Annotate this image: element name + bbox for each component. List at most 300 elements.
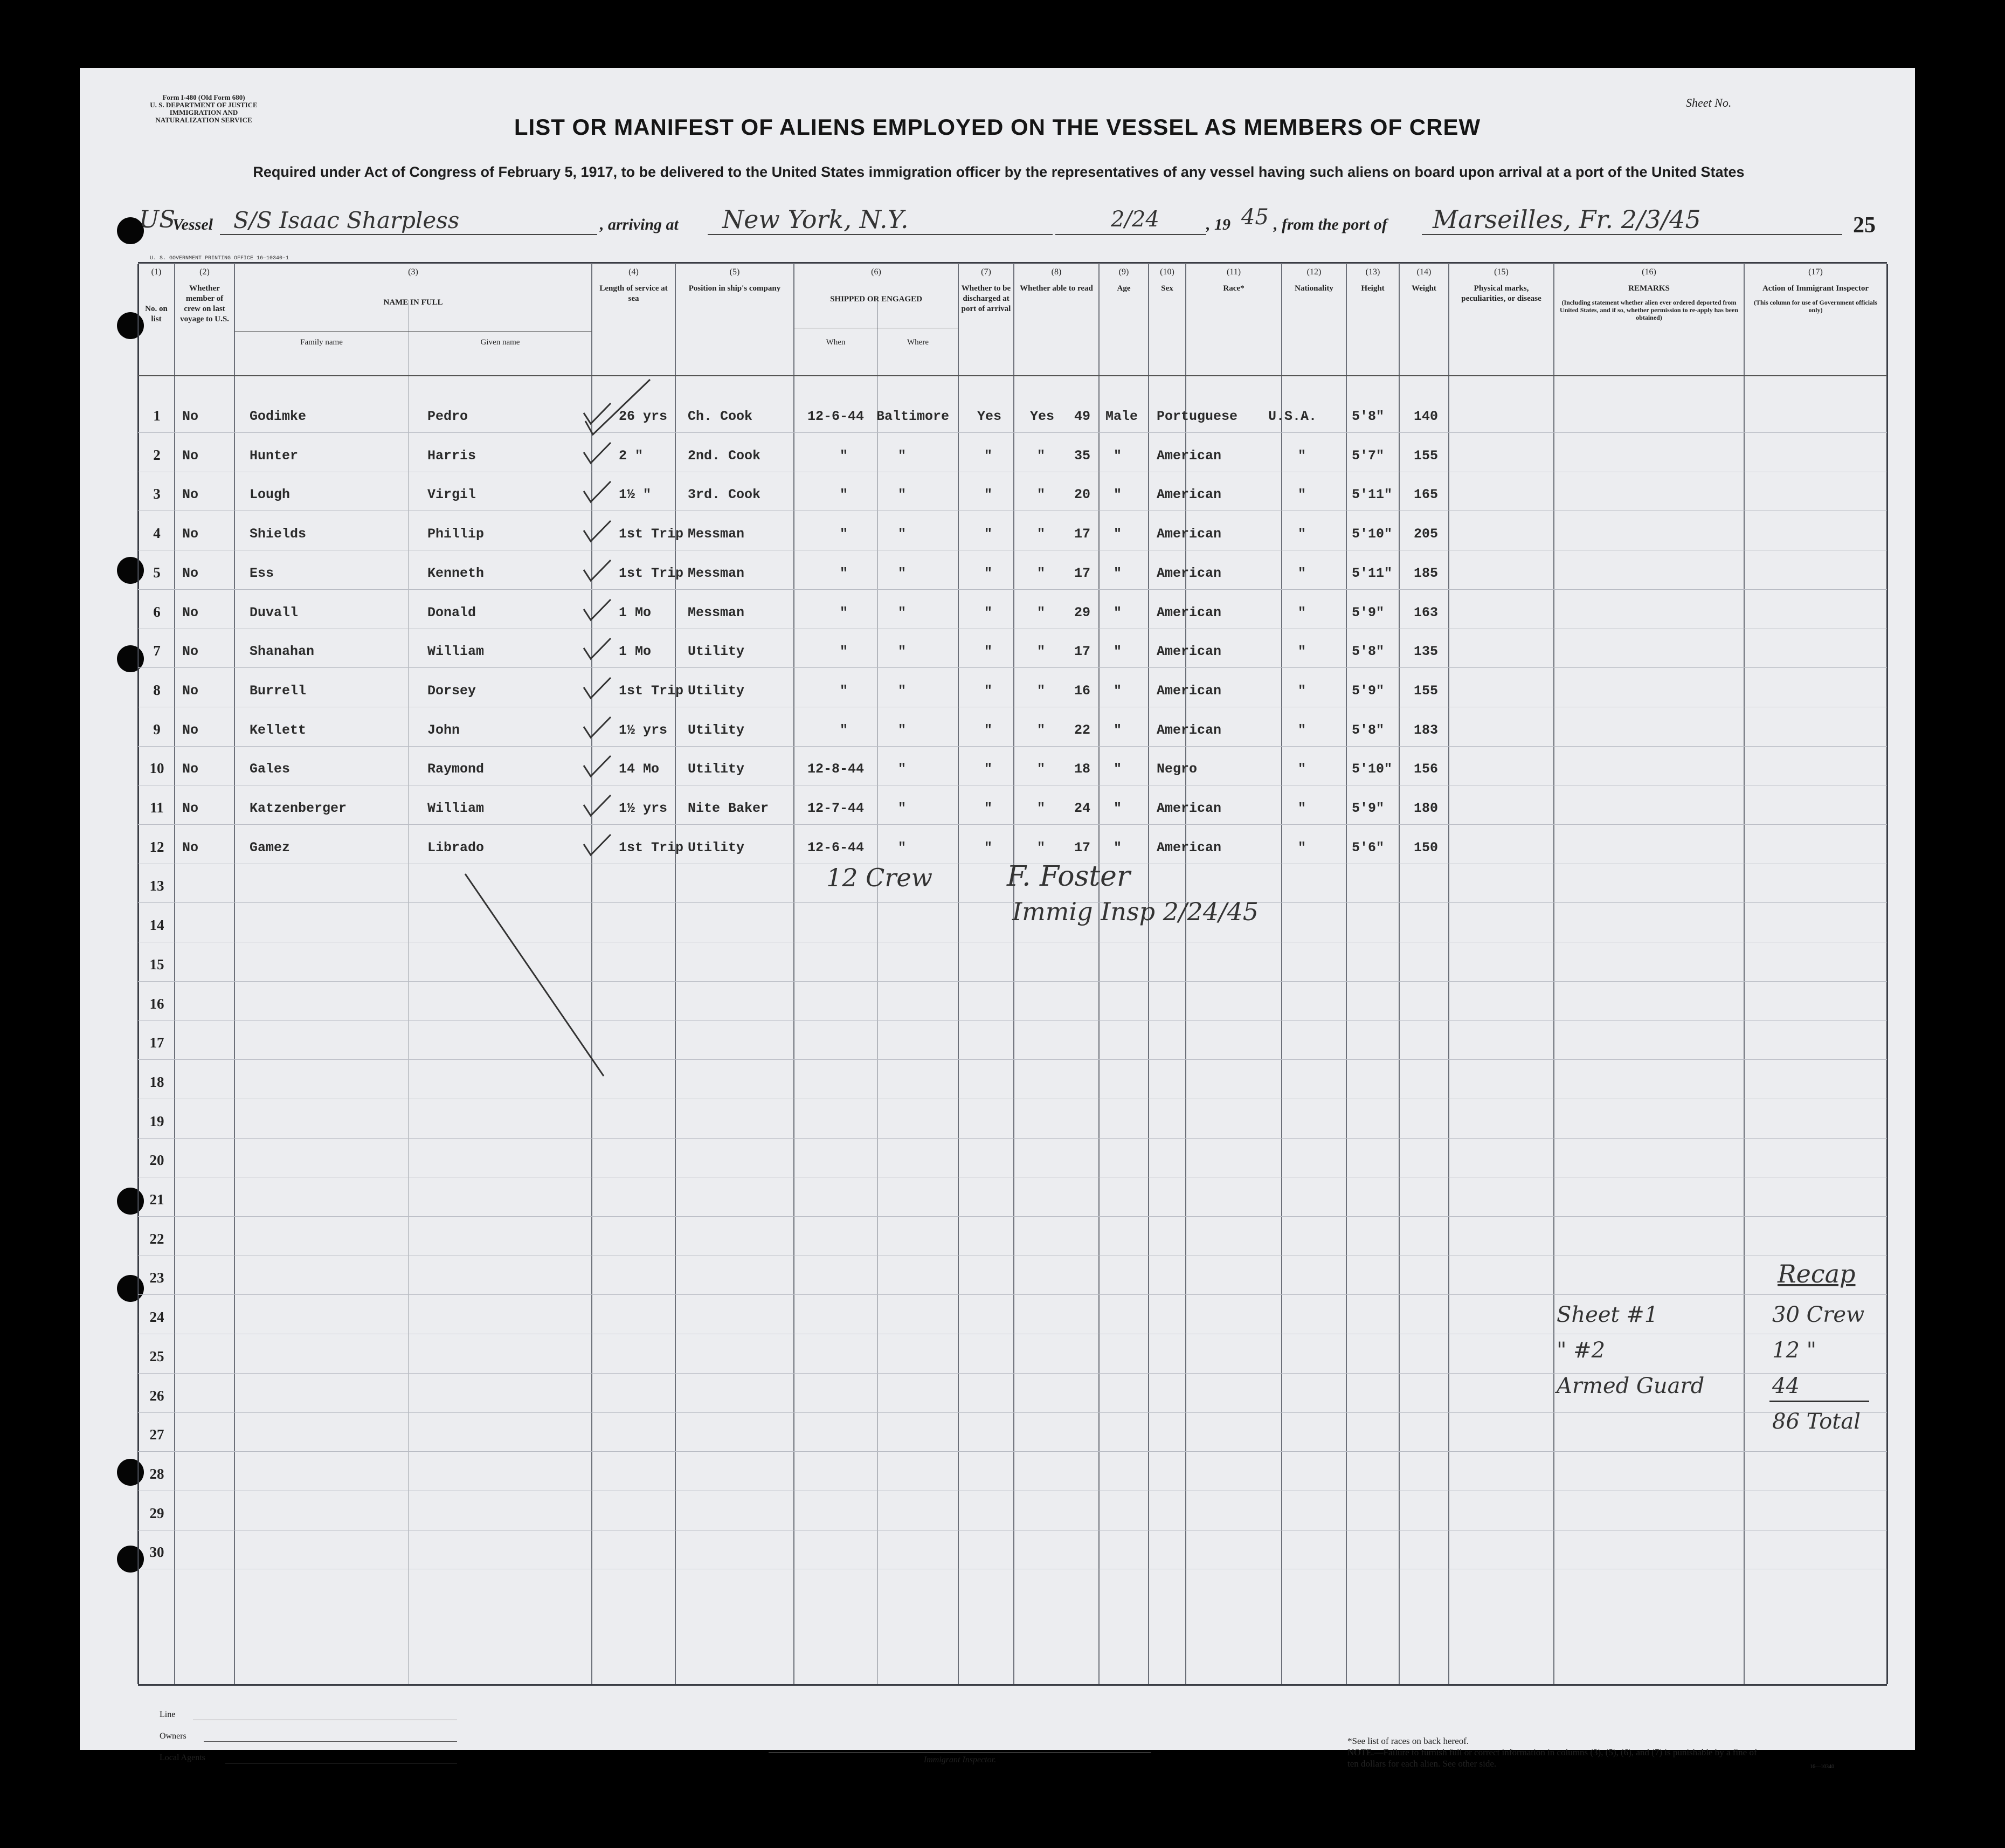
age: 17 (1074, 566, 1091, 581)
race: American (1157, 683, 1222, 699)
able-to-read: " (1037, 722, 1046, 738)
column-rule (1886, 264, 1888, 1684)
column-number: (15) (1494, 267, 1509, 277)
recap-value: 86 Total (1772, 1409, 1861, 1434)
column-number: (12) (1306, 267, 1322, 277)
row-number: 23 (149, 1270, 164, 1286)
recap-label: Sheet #1 (1557, 1302, 1658, 1327)
column-rule (1148, 264, 1149, 1684)
column-header: Position in ship's company (688, 284, 781, 293)
column-subheader: Where (907, 338, 929, 347)
recap-block (1557, 1259, 1880, 1502)
given-name: Librado (427, 840, 485, 856)
page-title: LIST OR MANIFEST OF ALIENS EMPLOYED ON THE VESSEL AS MEMBERS OF CREW (514, 114, 1481, 140)
weight: 155 (1414, 683, 1439, 699)
table-bottom-border (138, 1684, 1887, 1686)
age: 22 (1074, 722, 1091, 738)
length-of-service: 1st Trip (619, 526, 684, 542)
sex: " (1114, 605, 1122, 620)
column-header: Whether to be discharged at port of arrival (961, 284, 1011, 313)
height: 5'9" (1352, 801, 1385, 816)
check-mark (581, 440, 613, 467)
ship-position: Messman (688, 605, 745, 620)
column-rule (1185, 264, 1186, 1684)
races-note: *See list of races on back hereof. (1347, 1736, 1469, 1746)
inspector-label: Immigrant Inspector. (923, 1755, 997, 1764)
inspector-signature-rule (769, 1752, 1151, 1753)
ship-position: Utility (688, 722, 745, 738)
row-number: 13 (149, 878, 164, 894)
length-of-service: 1½ " (619, 487, 652, 502)
column-subheader: Given name (480, 338, 520, 347)
length-of-service: 14 Mo (619, 761, 660, 777)
column-number: (4) (628, 267, 639, 277)
footer-line-label: Line (160, 1710, 176, 1719)
discharged-at-arrival: " (984, 761, 993, 777)
ship-position: Utility (688, 644, 745, 659)
family-name: Lough (250, 487, 291, 502)
arriving-label: , arriving at (600, 216, 679, 233)
able-to-read: Yes (1030, 409, 1055, 424)
height: 5'9" (1352, 683, 1385, 699)
row-rule (138, 589, 1887, 590)
age: 35 (1074, 448, 1091, 464)
column-rule (1346, 264, 1347, 1684)
shipped-where: Baltimore (876, 409, 950, 424)
given-name: Donald (427, 605, 476, 620)
column-header: REMARKS (1628, 284, 1670, 293)
crew-last-voyage: No (182, 526, 199, 542)
weight: 163 (1414, 605, 1439, 620)
column-subheader: (Including statement whether alien ever ordered deported from United States, and if so, whether permission to re-apply has been obtained) (1560, 299, 1738, 321)
nationality: " (1298, 683, 1306, 699)
discharged-at-arrival: " (984, 605, 993, 620)
column-rule (958, 264, 959, 1684)
ship-position: Messman (688, 566, 745, 581)
age: 16 (1074, 683, 1091, 699)
nationality: " (1298, 566, 1306, 581)
check-mark (581, 636, 613, 663)
column-header: NAME IN FULL (383, 298, 443, 307)
race: American (1157, 566, 1222, 581)
column-number: (13) (1365, 267, 1380, 277)
column-rule (1399, 264, 1400, 1684)
column-number: (2) (199, 267, 210, 277)
vessel-underline (220, 234, 597, 235)
column-rule (1448, 264, 1449, 1684)
recap-label: Armed Guard (1557, 1374, 1705, 1398)
weight: 180 (1414, 801, 1439, 816)
discharged-at-arrival: " (984, 644, 993, 659)
column-subheader: When (826, 338, 846, 347)
family-name: Shanahan (250, 644, 315, 659)
length-of-service: 26 yrs (619, 409, 668, 424)
recap-title: Recap (1778, 1259, 1856, 1288)
race: Portuguese (1157, 409, 1238, 424)
family-name: Gales (250, 761, 291, 777)
sex: " (1114, 840, 1122, 856)
row-rule (138, 746, 1887, 747)
ship-position: Nite Baker (688, 801, 769, 816)
row-number: 10 (149, 760, 164, 776)
vessel-prefix-handwritten: US (139, 206, 176, 233)
weight: 135 (1414, 644, 1439, 659)
shipped-when: 12-8-44 (807, 761, 865, 777)
shipped-where: " (898, 801, 907, 816)
recap-total-rule (1769, 1401, 1869, 1402)
shipped-when: " (840, 644, 848, 659)
footer-agents-label: Local Agents (160, 1753, 205, 1762)
row-number: 3 (153, 486, 161, 502)
family-name: Burrell (250, 683, 307, 699)
row-rule (138, 1138, 1887, 1139)
able-to-read: " (1037, 448, 1046, 464)
sheet-number-label: Sheet No. (1686, 96, 1732, 109)
column-header: Action of Immigrant Inspector (1762, 284, 1869, 293)
form-number-line3: IMMIGRATION AND NATURALIZATION SERVICE (155, 108, 252, 124)
shipped-when: " (840, 448, 848, 464)
row-number: 4 (153, 525, 161, 541)
nationality: " (1298, 761, 1306, 777)
page-subtitle: Required under Act of Congress of February 5, 1917, to be delivered to the United States immigration officer by the representatives of any vessel having such aliens on board upon arrival at a port of the United States (253, 164, 1745, 180)
column-rule (675, 264, 676, 1684)
nationality: " (1298, 448, 1306, 464)
able-to-read: " (1037, 605, 1046, 620)
age: 17 (1074, 526, 1091, 542)
recap-value: 12 " (1772, 1338, 1817, 1363)
footer-notes (1347, 1735, 1768, 1769)
footer-owners-label: Owners (160, 1732, 186, 1741)
form-number-line2: U. S. DEPARTMENT OF JUSTICE (150, 101, 258, 109)
nationality: " (1298, 644, 1306, 659)
nationality: " (1298, 526, 1306, 542)
row-number: 26 (149, 1388, 164, 1404)
weight: 156 (1414, 761, 1439, 777)
from-underline (1422, 234, 1842, 235)
row-number: 9 (153, 721, 161, 737)
given-name: John (427, 722, 460, 738)
arriving-port-handwritten: New York, N.Y. (722, 205, 909, 234)
nationality: " (1298, 722, 1306, 738)
crew-last-voyage: No (182, 448, 199, 464)
from-port-label: , from the port of (1274, 216, 1387, 233)
column-number: (7) (981, 267, 991, 277)
sex: " (1114, 683, 1122, 699)
row-number: 6 (153, 604, 161, 620)
height: 5'8" (1352, 644, 1385, 659)
ship-position: Utility (688, 683, 745, 699)
shipped-where: " (898, 526, 907, 542)
family-name: Katzenberger (250, 801, 347, 816)
check-mark (581, 519, 613, 546)
given-name: Raymond (427, 761, 485, 777)
race: Negro (1157, 761, 1198, 777)
column-number: (9) (1118, 267, 1129, 277)
vessel-label: Vessel (172, 216, 213, 233)
shipped-where: " (898, 487, 907, 502)
given-name: Virgil (427, 487, 476, 502)
crew-last-voyage: No (182, 683, 199, 699)
column-subheader: Family name (300, 338, 343, 347)
row-number: 12 (149, 839, 164, 855)
column-subheader: (This column for use of Government officials only) (1753, 299, 1878, 314)
row-number: 30 (149, 1544, 164, 1560)
column-number: (1) (151, 267, 162, 277)
able-to-read: " (1037, 487, 1046, 502)
row-number: 24 (149, 1309, 164, 1325)
sex: " (1114, 722, 1122, 738)
row-number: 19 (149, 1113, 164, 1129)
column-header: Height (1361, 284, 1385, 293)
able-to-read: " (1037, 526, 1046, 542)
length-of-service: 1st Trip (619, 840, 684, 856)
sex: " (1114, 644, 1122, 659)
check-mark (581, 558, 613, 585)
discharged-at-arrival: " (984, 487, 993, 502)
race: American (1157, 840, 1222, 856)
column-number: (16) (1642, 267, 1656, 277)
height: 5'11" (1352, 566, 1393, 581)
column-number: (8) (1051, 267, 1062, 277)
arrival-date-handwritten: 2/24 (1111, 207, 1159, 232)
column-header: Physical marks, peculiarities, or disease (1461, 284, 1541, 303)
age: 18 (1074, 761, 1091, 777)
ship-position: Ch. Cook (688, 409, 753, 424)
column-number: (11) (1226, 267, 1241, 277)
row-number: 29 (149, 1505, 164, 1521)
race: American (1157, 644, 1222, 659)
given-name: Pedro (427, 409, 468, 424)
column-rule (793, 264, 794, 1684)
vessel-line (139, 205, 1891, 243)
able-to-read: " (1037, 840, 1046, 856)
vessel-name-handwritten: S/S Isaac Sharpless (233, 207, 460, 233)
crew-last-voyage: No (182, 801, 199, 816)
recap-value: 44 (1772, 1374, 1800, 1398)
column-header: Sex (1161, 284, 1173, 293)
shipped-when: 12-6-44 (807, 409, 865, 424)
year-prefix: , 19 (1206, 216, 1230, 233)
crew-last-voyage: No (182, 566, 199, 581)
row-number: 15 (149, 956, 164, 973)
ship-position: Messman (688, 526, 745, 542)
row-rule (138, 981, 1887, 982)
shipped-when: 12-6-44 (807, 840, 865, 856)
nationality: " (1298, 605, 1306, 620)
footer-owners-rule (204, 1741, 457, 1742)
family-name: Kellett (250, 722, 307, 738)
sex: Male (1105, 409, 1138, 424)
row-number: 22 (149, 1231, 164, 1247)
column-number: (6) (871, 267, 881, 277)
check-mark (581, 754, 613, 781)
age: 20 (1074, 487, 1091, 502)
column-number: (3) (408, 267, 418, 277)
discharged-at-arrival: " (984, 526, 993, 542)
given-name: William (427, 644, 485, 659)
weight: 140 (1414, 409, 1439, 424)
column-header: Whether able to read (1020, 284, 1093, 293)
sex: " (1114, 526, 1122, 542)
shipped-where: " (898, 761, 907, 777)
sub-column-rule (877, 300, 878, 1684)
crew-count-handwritten: 12 Crew (826, 863, 932, 892)
row-rule (138, 1216, 1887, 1217)
sex: " (1114, 487, 1122, 502)
family-name: Shields (250, 526, 307, 542)
row-number: 28 (149, 1466, 164, 1482)
able-to-read: " (1037, 683, 1046, 699)
weight: 205 (1414, 526, 1439, 542)
height: 5'6" (1352, 840, 1385, 856)
shipped-where: " (898, 566, 907, 581)
nationality: " (1298, 840, 1306, 856)
row-number: 20 (149, 1152, 164, 1168)
discharged-at-arrival: " (984, 683, 993, 699)
row-rule (138, 1020, 1887, 1021)
table-top-border (138, 262, 1887, 264)
sex: " (1114, 761, 1122, 777)
height: 5'7" (1352, 448, 1385, 464)
row-number: 27 (149, 1426, 164, 1443)
length-of-service: 2 " (619, 448, 644, 464)
race: American (1157, 526, 1222, 542)
length-of-service: 1 Mo (619, 605, 652, 620)
able-to-read: " (1037, 644, 1046, 659)
recap-label: " #2 (1557, 1338, 1606, 1363)
height: 5'11" (1352, 487, 1393, 502)
height: 5'10" (1352, 761, 1393, 777)
shipped-when: 12-7-44 (807, 801, 865, 816)
column-header: Whether member of crew on last voyage to U.S. (180, 284, 229, 323)
ship-position: Utility (688, 840, 745, 856)
height: 5'8" (1352, 722, 1385, 738)
height: 5'10" (1352, 526, 1393, 542)
length-of-service: 1 Mo (619, 644, 652, 659)
column-rule (1013, 264, 1014, 1684)
check-mark-large (581, 375, 656, 440)
date-underline (1055, 234, 1206, 235)
ship-position: 3rd. Cook (688, 487, 761, 502)
age: 29 (1074, 605, 1091, 620)
length-of-service: 1st Trip (619, 566, 684, 581)
shipped-where: " (898, 605, 907, 620)
column-header: Nationality (1295, 284, 1333, 293)
crew-last-voyage: No (182, 722, 199, 738)
row-number: 2 (153, 447, 161, 463)
shipped-where: " (898, 644, 907, 659)
length-of-service: 1½ yrs (619, 801, 668, 816)
height: 5'8" (1352, 409, 1385, 424)
shipped-when: " (840, 487, 848, 502)
row-number: 8 (153, 682, 161, 698)
discharged-at-arrival: " (984, 801, 993, 816)
check-mark (581, 597, 613, 624)
shipped-where: " (898, 448, 907, 464)
given-name: Dorsey (427, 683, 476, 699)
crew-last-voyage: No (182, 761, 199, 777)
given-name: Harris (427, 448, 476, 464)
family-name: Hunter (250, 448, 299, 464)
row-rule (138, 824, 1887, 825)
able-to-read: " (1037, 566, 1046, 581)
crew-last-voyage: No (182, 487, 199, 502)
page-number: 25 (1853, 213, 1876, 238)
check-mark (581, 793, 613, 820)
age: 17 (1074, 644, 1091, 659)
weight: 183 (1414, 722, 1439, 738)
given-name: Phillip (427, 526, 485, 542)
row-number: 18 (149, 1074, 164, 1090)
row-number: 11 (150, 799, 164, 816)
nationality: " (1298, 801, 1306, 816)
column-header: Weight (1412, 284, 1436, 293)
row-number: 17 (149, 1035, 164, 1051)
crew-last-voyage: No (182, 409, 199, 424)
row-rule (138, 667, 1887, 668)
column-rule (234, 264, 235, 1684)
check-mark (581, 479, 613, 506)
able-to-read: " (1037, 761, 1046, 777)
shipped-when: " (840, 683, 848, 699)
able-to-read: " (1037, 801, 1046, 816)
column-number: (10) (1160, 267, 1174, 277)
row-number: 25 (149, 1348, 164, 1364)
year-handwritten: 45 (1241, 205, 1269, 230)
race: American (1157, 448, 1222, 464)
column-rule (1281, 264, 1282, 1684)
ship-position: 2nd. Cook (688, 448, 761, 464)
shipped-when: " (840, 605, 848, 620)
nationality: U.S.A. (1268, 409, 1317, 424)
inspector-signature: F. Foster (1007, 860, 1130, 893)
discharged-at-arrival: Yes (977, 409, 1002, 424)
crew-last-voyage: No (182, 644, 199, 659)
strike-line (462, 871, 608, 1081)
family-name: Duvall (250, 605, 299, 620)
arriving-underline (708, 234, 1053, 235)
column-number: (5) (729, 267, 740, 277)
weight: 185 (1414, 566, 1439, 581)
manifest-sheet (80, 68, 1915, 1770)
column-number: (14) (1416, 267, 1432, 277)
column-header: SHIPPED OR ENGAGED (830, 295, 922, 304)
header-bottom-rule (138, 375, 1887, 376)
length-of-service: 1st Trip (619, 683, 684, 699)
shipped-where: " (898, 683, 907, 699)
check-mark (581, 715, 613, 742)
form-number-line1: Form I-480 (Old Form 680) (162, 93, 245, 101)
family-name: Godimke (250, 409, 307, 424)
shipped-when: " (840, 526, 848, 542)
row-rule (138, 1059, 1887, 1060)
given-name: Kenneth (427, 566, 485, 581)
row-number: 21 (149, 1191, 164, 1208)
printing-office-line: U. S. GOVERNMENT PRINTING OFFICE 16—10340-1 (150, 256, 289, 261)
crew-last-voyage: No (182, 840, 199, 856)
crew-last-voyage: No (182, 605, 199, 620)
column-header: Race* (1223, 284, 1245, 293)
column-header: Age (1117, 284, 1131, 293)
recap-value: 30 Crew (1772, 1302, 1865, 1327)
weight: 150 (1414, 840, 1439, 856)
nationality: " (1298, 487, 1306, 502)
length-of-service: 1½ yrs (619, 722, 668, 738)
given-name: William (427, 801, 485, 816)
sex: " (1114, 801, 1122, 816)
check-mark (581, 675, 613, 702)
height: 5'9" (1352, 605, 1385, 620)
